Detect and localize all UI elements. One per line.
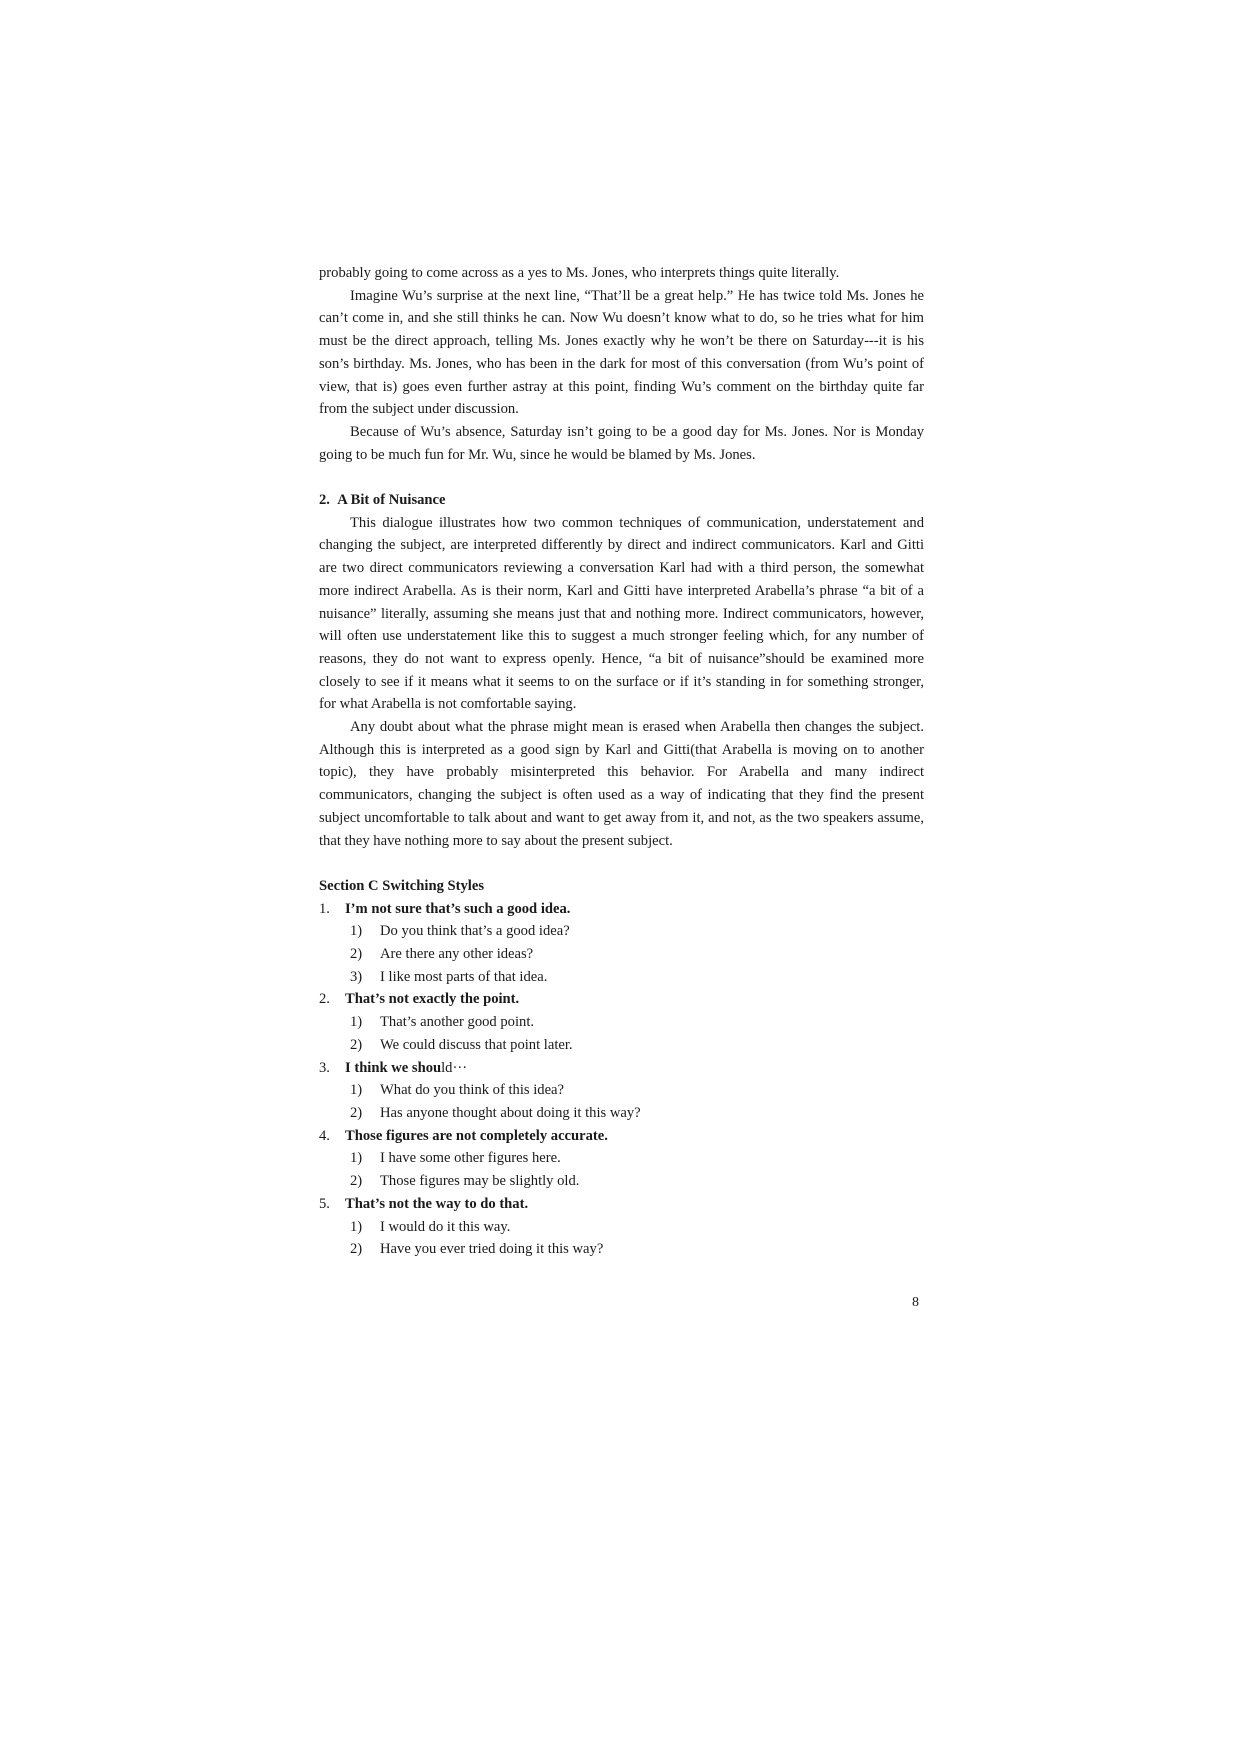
sectionC-title: Section C Switching Styles	[319, 877, 484, 894]
response-list	[319, 1011, 924, 1056]
response-list	[319, 920, 924, 988]
response-item: 1) Do you think that’s a good idea?	[350, 923, 570, 940]
item-prompt: Those figures are not completely accurate.	[345, 1127, 608, 1144]
response-list	[319, 1147, 924, 1192]
item-number: 1.	[319, 900, 330, 917]
switching-styles-list	[319, 898, 924, 1261]
response-item: 2) Those figures may be slightly old.	[350, 1173, 580, 1190]
item-prompt: That’s not the way to do that.	[345, 1195, 529, 1212]
list-item	[319, 1193, 924, 1261]
intro-paragraph-1: Imagine Wu’s surprise at the next line, “That’ll be a great help.” He has twice told Ms. Jones he can’t come in, and she still thinks he can. Now Wu doesn’t know what to do, so he tries what for him must be the direct approach, telling Ms. Jones exactly why he won’t be there on Saturday---it is his son’s birthday. Ms. Jones, who has been in the dark for most of this conversation (from Wu’s point of view, that is) goes even further astray at this point, finding Wu’s comment on the birthday quite far from the subject under discussion.	[319, 287, 924, 418]
section2-paragraph-1: This dialogue illustrates how two common techniques of communication, understatement and changing the subject, are interpreted differently by direct and indirect communicators. Karl and Gitti are two direct communicators reviewing a conversation Karl had with a third person, the somewhat more indirect Arabella. As is their norm, Karl and Gitti have interpreted Arabella’s phrase “a bit of a nuisance” literally, assuming she means just that and nothing more. Indirect communicators, however, will often use understatement like this to suggest a much stronger feeling which, for any number of reasons, they do not want to express openly. Hence, “a bit of nuisance”should be examined more closely to see if it means what it seems to on the surface or if it’s standing in for something stronger, for what Arabella is not comfortable saying.	[319, 514, 924, 713]
section2-paragraph-2: Any doubt about what the phrase might mean is erased when Arabella then changes the subject. Although this is interpreted as a good sign by Karl and Gitti(that Arabella is moving on to another topic), they have probably misinterpreted this behavior. For Arabella and many indirect communicators, changing the subject is often used as a way of indicating that they find the present subject uncomfortable to talk about and want to get away from it, and not, as the two speakers assume, that they have nothing more to say about the present subject.	[319, 719, 924, 849]
response-list	[319, 1079, 924, 1124]
response-item: 2) We could discuss that point later.	[350, 1036, 573, 1053]
item-number: 2.	[319, 991, 330, 1008]
intro-continuation: probably going to come across as a yes to Ms. Jones, who interprets things quite literally.	[319, 265, 840, 281]
document-page	[319, 262, 924, 1261]
response-list	[319, 1216, 924, 1261]
response-item: 1) I would do it this way.	[350, 1218, 511, 1235]
item-prompt: I think we should···	[345, 1059, 468, 1076]
intro-paragraph-2: Because of Wu’s absence, Saturday isn’t going to be a good day for Ms. Jones. Nor is Monday going to be much fun for Mr. Wu, since he would be blamed by Ms. Jones.	[319, 423, 924, 463]
item-number: 3.	[319, 1059, 330, 1076]
response-item: 2) Has anyone thought about doing it this way?	[350, 1104, 641, 1121]
section2-heading	[319, 489, 924, 512]
spacer	[319, 852, 924, 875]
response-item: 1) That’s another good point.	[350, 1014, 535, 1031]
section2-number: 2.	[319, 492, 330, 509]
list-item	[319, 1125, 924, 1193]
list-item	[319, 898, 924, 989]
spacer	[319, 466, 924, 489]
list-item	[319, 1057, 924, 1125]
item-number: 5.	[319, 1195, 330, 1212]
item-number: 4.	[319, 1127, 330, 1144]
response-item: 1) What do you think of this idea?	[350, 1082, 565, 1099]
section2-title: A Bit of Nuisance	[337, 492, 446, 509]
list-item	[319, 988, 924, 1056]
response-item: 3) I like most parts of that idea.	[350, 968, 548, 985]
response-item: 1) I have some other figures here.	[350, 1150, 561, 1167]
response-item: 2) Are there any other ideas?	[350, 946, 534, 963]
item-prompt: I’m not sure that’s such a good idea.	[345, 900, 571, 917]
page-number: 8	[912, 1295, 919, 1310]
item-prompt: That’s not exactly the point.	[345, 991, 520, 1008]
response-item: 2) Have you ever tried doing it this way?	[350, 1241, 604, 1258]
